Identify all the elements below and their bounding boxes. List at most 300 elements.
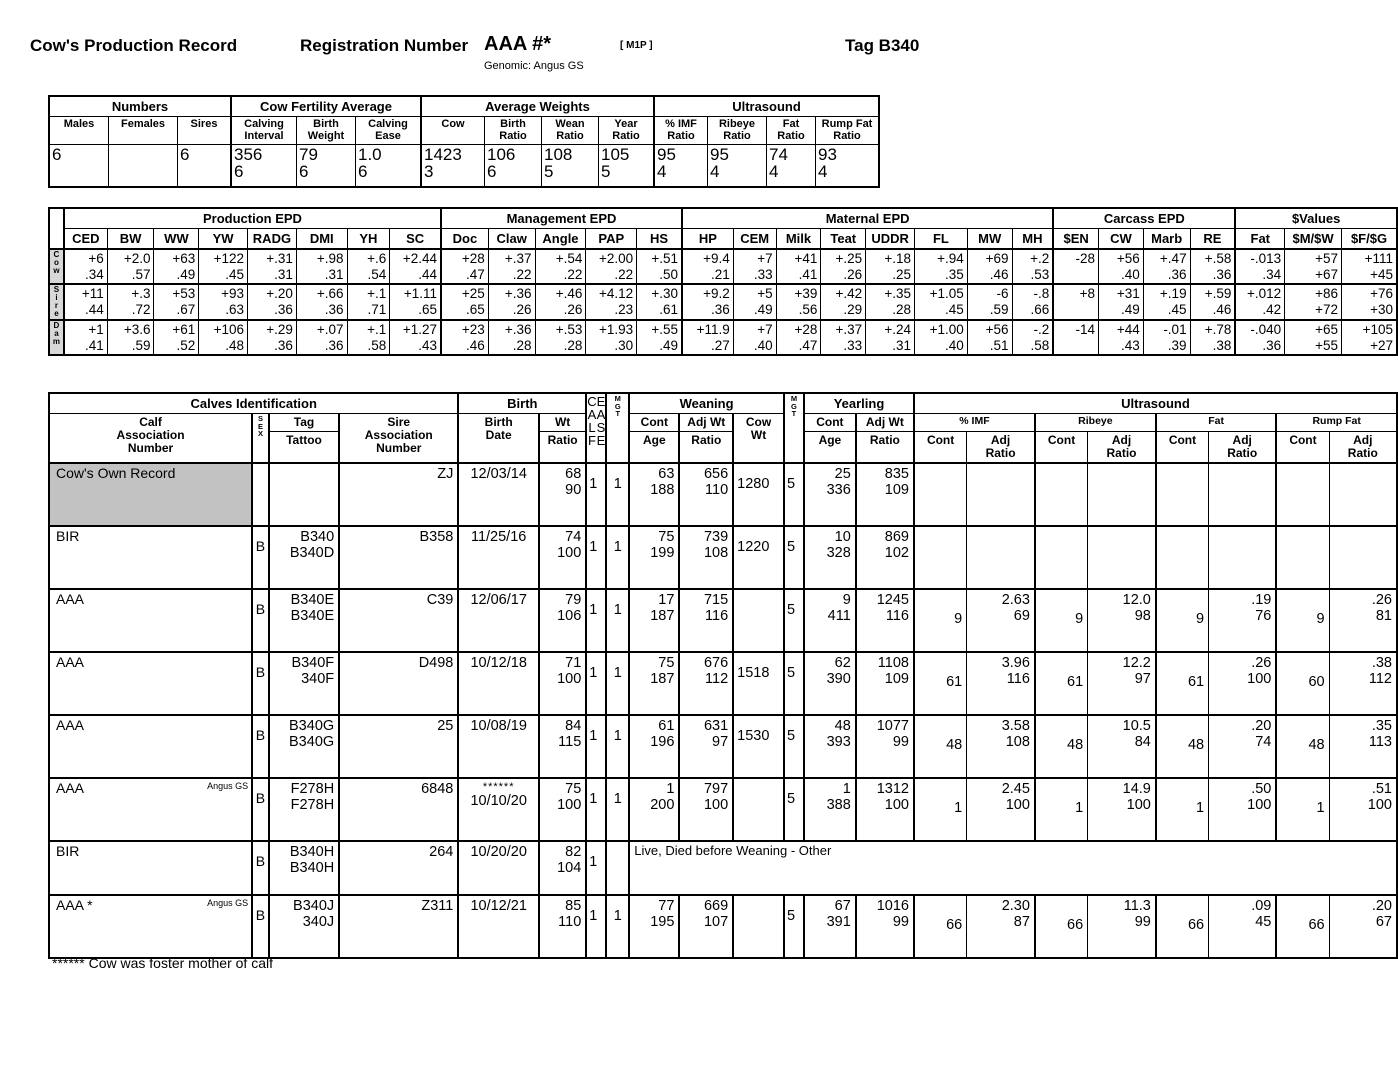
cell-calf-ease: 1 [586,526,606,589]
cell-rumpfat-adj-ratio [1329,895,1397,958]
epd-value-cell [866,320,915,355]
summary-value-cell [542,145,599,188]
cell-sex: B [252,652,269,715]
calf-association-number: AAA [56,779,85,796]
epd-accuracy: .36 [274,337,293,353]
epd-column-header: FL [915,229,968,250]
epd-value: +.2 [1030,251,1050,266]
summary-value: 108 [544,145,573,165]
epd-accuracy: .72 [131,301,151,317]
epd-value: +.6 [367,251,387,266]
header-yearling-age: Age [804,431,856,462]
cell-cow-wt: 1220 [733,526,784,589]
cell-ribeye-cont: 1 [1035,778,1088,841]
cell-yearling-adj-ratio [856,778,914,841]
epd-accuracy: +55 [1315,337,1338,353]
fat-adj: .09 [1251,897,1272,914]
epd-accuracy: +30 [1370,301,1393,317]
header-weaning-adj-wt: Adj Wt [679,414,733,432]
cell-sex: B [252,526,269,589]
epd-column-header: Doc [441,229,488,250]
epd-value-cell [441,284,488,320]
yearling-ratio: 109 [884,482,909,499]
epd-accuracy: .36 [324,301,344,317]
ribeye-adj: 14.9 [1122,780,1151,797]
cell-mgt-yearling: 5 [784,895,804,958]
epd-accuracy: +45 [1370,266,1393,282]
registration-label: Registration Number [300,36,469,55]
ribeye-ratio: 100 [1126,797,1151,814]
epd-value: +.51 [651,251,678,266]
table-row [49,589,1397,652]
yearling-ratio: 100 [884,797,909,814]
epd-value: +.24 [884,321,912,337]
birth-ratio: 110 [558,914,582,931]
cell-ribeye-adj-ratio [1088,589,1156,652]
footnote: ****** Cow was foster mother of calf [52,955,273,971]
epd-accuracy: .46 [989,266,1009,282]
cell-mgt-yearling: 5 [784,589,804,652]
page-header [0,0,1398,90]
epd-column-header: Marb [1143,229,1190,250]
epd-accuracy: .45 [225,266,244,282]
summary-count: 3 [424,162,434,182]
epd-value-cell [64,249,107,284]
epd-value: +44 [1116,321,1140,337]
summary-count: 4 [769,162,779,182]
calf-association-number: AAA [56,653,85,670]
cell-fat-cont: 1 [1156,778,1209,841]
cell-weaning-cont-age [629,652,679,715]
epd-accuracy: .52 [176,337,196,353]
epd-value-cell [107,320,154,355]
cell-ribeye-cont [1035,526,1088,589]
epd-group-header: $Values [1235,208,1397,229]
genomic-badge: Angus GS [207,897,249,908]
summary-value: 95 [710,145,729,165]
header-tattoo: Tattoo [269,431,339,462]
cell-imf-adj-ratio [967,895,1035,958]
epd-accuracy: .46 [1212,301,1232,317]
birth-date-value: 10/08/19 [470,717,527,734]
summary-value-cell [109,145,178,188]
cell-mgt-birth: 1 [606,652,629,715]
epd-value: +.25 [835,251,863,266]
epd-accuracy: .47 [465,266,485,282]
epd-value-cell [915,320,968,355]
epd-accuracy: .58 [367,337,387,353]
summary-value: 6 [180,145,190,165]
epd-value-cell [1012,249,1053,284]
epd-accuracy: .56 [798,301,818,317]
cell-calf-association-number [49,778,252,841]
weaning-ratio: 112 [705,671,729,688]
summary-value-cell [178,145,232,188]
epd-value: +11 [81,285,104,301]
epd-value: +.19 [1159,285,1187,301]
summary-value: 93 [818,145,837,165]
summary-column-header: Wean Ratio [542,117,599,145]
epd-value-cell [199,284,248,320]
epd-value-cell [821,284,866,320]
header-mgt-birth: M G T [606,393,629,463]
summary-column-header: Rump Fat Ratio [816,117,880,145]
summary-value: 105 [601,145,630,165]
rumpfat-adj: .20 [1371,897,1392,914]
summary-column-header: Birth Weight [297,117,356,145]
cell-mgt-yearling: 5 [784,652,804,715]
epd-value: +.58 [1204,251,1232,266]
epd-value: -.013 [1250,251,1282,266]
epd-value-cell [1342,249,1398,284]
epd-accuracy: .26 [512,301,532,317]
epd-column-header: $M/$W [1285,229,1342,250]
cell-ribeye-cont: 66 [1035,895,1088,958]
birth-ratio: 100 [557,797,582,814]
epd-value: +86 [1315,285,1338,301]
epd-value: +.36 [504,285,532,301]
birth-ratio: 90 [565,482,582,499]
cell-tag-tattoo [269,895,339,958]
epd-value: +.59 [1204,285,1232,301]
yearling-cont: 25 [834,465,851,482]
epd-value-cell [1143,284,1190,320]
epd-value-cell [1053,320,1098,355]
cell-weaning-adj-ratio [679,652,733,715]
epd-value-cell [1143,249,1190,284]
epd-group-header: Management EPD [441,208,682,229]
yearling-adj-wt: 835 [884,465,909,482]
cell-birth-wt-ratio [539,589,586,652]
form-code: [ M1P ] [620,40,653,51]
epd-value-cell [535,284,586,320]
cell-yearling-cont-age [804,463,856,526]
cell-yearling-adj-ratio [856,715,914,778]
summary-group: Average Weights [421,96,654,117]
cell-tag-tattoo [269,715,339,778]
epd-value-cell [1285,284,1342,320]
epd-accuracy: .40 [945,337,964,353]
rumpfat-ratio: 81 [1375,608,1392,625]
cell-birth-wt-ratio [539,526,586,589]
epd-value: +61 [172,321,196,337]
cell-mgt-yearling: 5 [784,778,804,841]
epd-accuracy: .42 [1262,301,1282,317]
epd-accuracy: .33 [753,266,773,282]
epd-value-cell [488,320,535,355]
cell-fat-adj-ratio [1209,589,1277,652]
cell-birth-date [458,841,539,895]
birth-date-value: 10/12/18 [470,654,527,671]
cell-sire-association-number: B358 [339,526,458,589]
yearling-age: 390 [826,671,851,688]
epd-value: +1.05 [929,285,964,301]
epd-value: +2.00 [599,251,634,266]
calf-association-number: BIR [56,527,80,544]
epd-value-cell [296,284,347,320]
rumpfat-adj: .38 [1371,654,1392,671]
tattoo-value: F278H [290,797,335,814]
imf-adj: 3.96 [1001,654,1030,671]
epd-value-cell [733,284,776,320]
epd-accuracy: .41 [798,266,818,282]
epd-value: +.42 [835,285,863,301]
epd-value-cell [296,249,347,284]
yearling-age: 388 [826,797,851,814]
epd-accuracy: .47 [798,337,818,353]
epd-value: +106 [213,321,244,337]
epd-column-header: YH [347,229,390,250]
cell-calf-association-number [49,652,252,715]
summary-value-cell [231,145,297,188]
cell-imf-cont: 1 [914,778,967,841]
epd-value: +9.4 [703,251,730,266]
tag-value: B340G [289,717,335,734]
epd-value: +25 [461,285,485,301]
epd-value: -.01 [1163,321,1187,337]
birth-ratio: 100 [557,545,582,562]
table-row [49,526,1397,589]
calf-association-number: AAA [56,716,85,733]
epd-accuracy: .48 [225,337,244,353]
summary-value-cell [599,145,655,188]
header-yearling-cont: Cont [804,414,856,432]
epd-value: +.20 [266,285,293,301]
weaning-age: 200 [650,797,675,814]
cell-ribeye-adj-ratio [1088,895,1156,958]
birth-ratio: 115 [558,734,582,751]
cell-yearling-adj-ratio [856,463,914,526]
cell-ribeye-cont: 9 [1035,589,1088,652]
epd-value-cell [247,320,296,355]
cell-birth-date [458,895,539,958]
fat-ratio: 100 [1247,797,1272,814]
cell-birth-wt-ratio [539,778,586,841]
epd-column-header: Fat [1235,229,1284,250]
header-sex: S E X [252,414,269,463]
cell-ribeye-adj-ratio [1088,463,1156,526]
header-rumpfat-adj-ratio: Adj Ratio [1329,431,1397,462]
summary-column-header: Fat Ratio [767,117,816,145]
genomic-label: Genomic: Angus GS [484,60,584,72]
weaning-adj-wt: 669 [703,897,729,914]
cell-fat-cont: 9 [1156,589,1209,652]
cell-fat-adj-ratio [1209,778,1277,841]
epd-value: +.1 [367,321,387,337]
cell-cow-wt: 1518 [733,652,784,715]
epd-value-cell [390,284,441,320]
epd-value: +1 [88,321,104,337]
cell-calf-association-number [49,841,252,895]
epd-accuracy: .36 [1262,337,1282,353]
cell-mgt-birth: 1 [606,778,629,841]
header-weaning-ratio: Ratio [679,431,733,462]
epd-value-cell [637,284,682,320]
epd-value-cell [821,249,866,284]
cell-ribeye-adj-ratio [1088,526,1156,589]
weaning-cont: 1 [666,780,675,797]
epd-value-cell [733,249,776,284]
cell-fat-adj-ratio [1209,652,1277,715]
weaning-cont: 63 [658,465,675,482]
cell-calf-ease: 1 [586,589,606,652]
epd-accuracy: .23 [614,301,634,317]
cell-imf-adj-ratio [967,715,1035,778]
cell-sire-association-number: Z311 [339,895,458,958]
cell-rumpfat-adj-ratio [1329,589,1397,652]
epd-value: +8 [1079,285,1096,301]
epd-accuracy: .49 [1120,301,1140,317]
cell-disposal-note: Live, Died before Weaning - Other [629,841,1397,895]
imf-adj: 2.63 [1001,591,1030,608]
header-cow-wt: Cow Wt [733,414,784,463]
epd-column-header: WW [154,229,199,250]
imf-ratio: 69 [1013,608,1030,625]
header-birth-ratio: Ratio [539,431,586,462]
epd-accuracy: .43 [418,337,438,353]
epd-value: +56 [985,321,1009,337]
tattoo-value: B340E [290,608,335,625]
epd-value: +5 [757,285,773,301]
epd-accuracy: .59 [131,337,151,353]
header-ribeye-adj-ratio: Adj Ratio [1088,431,1156,462]
epd-value-cell [296,320,347,355]
epd-corner [49,208,64,249]
epd-value-cell [154,249,199,284]
weaning-age: 187 [650,608,675,625]
cell-sire-association-number: C39 [339,589,458,652]
epd-accuracy: .25 [892,266,912,282]
cell-ribeye-adj-ratio [1088,778,1156,841]
yearling-cont: 48 [834,717,851,734]
calf-association-number: AAA * [56,896,93,913]
epd-accuracy: .63 [225,301,244,317]
epd-accuracy: .29 [843,301,863,317]
cell-fat-adj-ratio [1209,526,1277,589]
epd-value-cell [967,284,1012,320]
epd-accuracy: .45 [945,301,964,317]
header-imf-cont: Cont [914,431,967,462]
cell-rumpfat-adj-ratio [1329,778,1397,841]
cell-rumpfat-cont [1276,463,1329,526]
cell-rumpfat-adj-ratio [1329,652,1397,715]
yearling-ratio: 109 [884,671,909,688]
header-tag: Tag [269,414,339,432]
cell-imf-adj-ratio [967,778,1035,841]
epd-value-cell [1053,284,1098,320]
epd-accuracy: .46 [465,337,485,353]
birth-date-value: 12/03/14 [470,465,527,482]
summary-column-header: % IMF Ratio [654,117,708,145]
group-ultrasound: Ultrasound [914,393,1397,414]
cell-tag-tattoo [269,778,339,841]
cell-imf-adj-ratio [967,526,1035,589]
epd-value: +.31 [266,251,293,266]
epd-accuracy: .45 [1167,301,1187,317]
cell-calf-ease: 1 [586,715,606,778]
header-ribeye-cont: Cont [1035,431,1088,462]
summary-column-header: Ribeye Ratio [708,117,767,145]
epd-accuracy: .50 [659,266,678,282]
cell-sex [252,463,269,526]
imf-adj: 3.58 [1001,717,1030,734]
epd-value-cell [1190,249,1235,284]
epd-value: +1.93 [599,321,634,337]
epd-value: +9.2 [703,285,730,301]
weaning-cont: 75 [658,528,675,545]
epd-accuracy: .28 [512,337,532,353]
cell-birth-date [458,526,539,589]
epd-value: +69 [985,251,1009,266]
cell-mgt-yearling: 5 [784,715,804,778]
epd-value-cell [1053,249,1098,284]
group-weaning: Weaning [629,393,784,414]
epd-value: +7 [757,251,773,266]
cell-sire-association-number: ZJ [339,463,458,526]
ribeye-ratio: 84 [1134,734,1151,751]
epd-accuracy: .22 [614,266,634,282]
epd-accuracy: .57 [131,266,151,282]
epd-value-cell [776,284,821,320]
epd-accuracy: .31 [892,337,912,353]
epd-accuracy: .61 [659,301,678,317]
epd-value-cell [488,249,535,284]
epd-value-cell [1342,320,1398,355]
rumpfat-ratio: 112 [1368,671,1392,688]
epd-value-cell [1285,249,1342,284]
cell-weaning-cont-age [629,463,679,526]
cell-birth-wt-ratio [539,652,586,715]
weaning-ratio: 107 [703,914,729,931]
cell-yearling-adj-ratio [856,526,914,589]
cell-fat-adj-ratio [1209,715,1277,778]
epd-value-cell [535,320,586,355]
weaning-ratio: 108 [703,545,729,562]
epd-accuracy: +27 [1370,337,1393,353]
birth-wt: 71 [565,654,582,671]
fat-ratio: 74 [1255,734,1272,751]
yearling-ratio: 116 [885,608,909,625]
epd-value: +.47 [1159,251,1187,266]
weaning-cont: 61 [658,717,675,734]
yearling-adj-wt: 869 [884,528,909,545]
imf-adj: 2.30 [1001,897,1030,914]
summary-value-cell [297,145,356,188]
table-row [49,778,1397,841]
epd-value-cell [967,320,1012,355]
summary-value: 106 [487,145,516,165]
epd-value: +.1 [367,285,387,301]
epd-value-cell [64,320,107,355]
fat-adj: .50 [1251,780,1272,797]
epd-value: +23 [461,321,485,337]
tag-value: B340H [289,843,335,860]
summary-value: 356 [234,145,263,165]
cell-birth-wt-ratio [539,841,586,895]
calves-table [48,392,1398,959]
epd-value: +.98 [316,251,344,266]
epd-value-cell [441,249,488,284]
weaning-age: 188 [650,482,675,499]
yearling-adj-wt: 1077 [876,717,909,734]
cell-mgt-birth: 1 [606,526,629,589]
cell-cow-wt [733,895,784,958]
cell-yearling-adj-ratio [856,589,914,652]
epd-accuracy: .49 [176,266,196,282]
summary-value-cell [708,145,767,188]
yearling-ratio: 99 [892,914,909,931]
cell-mgt-yearling: 5 [784,463,804,526]
